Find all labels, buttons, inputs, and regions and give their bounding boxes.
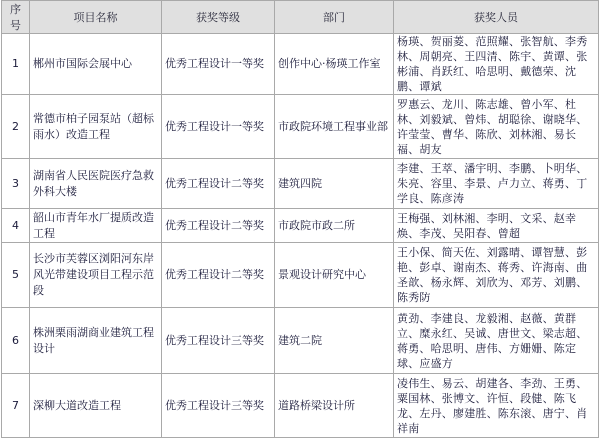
table-row — [2, 34, 599, 95]
row-department: 创作中心·杨瑛工作室 — [275, 34, 394, 95]
row-award: 优秀工程设计三等奖 — [162, 374, 275, 438]
row-department: 建筑四院 — [275, 159, 394, 209]
row-winners: 杨瑛、贺丽菱、范照耀、张智航、李秀林、周朝亮、王四清、陈宇、黄谭、张彬浦、肖跃红、哈思明、戴德荣、沈鹏、谭斌 — [394, 34, 599, 95]
header-index: 序号 — [2, 1, 30, 34]
row-index: 3 — [2, 159, 30, 209]
table-row — [2, 95, 599, 159]
row-project: 株洲栗雨湖商业建筑工程设计 — [30, 308, 162, 374]
awards-table — [1, 0, 599, 438]
row-award: 优秀工程设计二等奖 — [162, 159, 275, 209]
header-department: 部门 — [275, 1, 394, 34]
row-award: 优秀工程设计三等奖 — [162, 308, 275, 374]
row-award: 优秀工程设计一等奖 — [162, 95, 275, 159]
row-index: 7 — [2, 374, 30, 438]
row-winners: 王梅强、刘林湘、李明、文采、赵幸焕、李茂、吴阳春、曾超 — [394, 209, 599, 243]
row-index: 2 — [2, 95, 30, 159]
header-project: 项目名称 — [30, 1, 162, 34]
row-award: 优秀工程设计二等奖 — [162, 209, 275, 243]
row-project: 郴州市国际会展中心 — [30, 34, 162, 95]
row-index: 5 — [2, 243, 30, 308]
row-winners: 王小保、简天佐、刘露晴、谭智慧、彭艳、彭卓、谢南杰、蒋秀、许海南、曲圣歆、杨永辉、刘欣为、邓芳、刘鹏、陈秀防 — [394, 243, 599, 308]
row-project: 常德市柏子园泵站（超标雨水）改造工程 — [30, 95, 162, 159]
header-row — [2, 1, 599, 34]
row-winners: 李建、王萃、潘宇明、李鹏、卜明华、朱亮、容里、李景、卢力立、蒋勇、丁学良、陈彦涛 — [394, 159, 599, 209]
table-row — [2, 308, 599, 374]
row-project: 长沙市芙蓉区浏阳河东岸风光带建设项目工程示范段 — [30, 243, 162, 308]
table-row — [2, 159, 599, 209]
row-department: 景观设计研究中心 — [275, 243, 394, 308]
header-winners: 获奖人员 — [394, 1, 599, 34]
row-index: 4 — [2, 209, 30, 243]
row-winners: 黄劲、李建良、龙毅湘、赵薇、黄群立、糜永红、吴诚、唐世文、梁志超、蒋勇、哈思明、唐伟、方姗姗、陈定球、应盛方 — [394, 308, 599, 374]
row-award: 优秀工程设计一等奖 — [162, 34, 275, 95]
row-project: 深柳大道改造工程 — [30, 374, 162, 438]
table-row — [2, 243, 599, 308]
header-award: 获奖等级 — [162, 1, 275, 34]
row-award: 优秀工程设计二等奖 — [162, 243, 275, 308]
row-department: 市政院环境工程事业部 — [275, 95, 394, 159]
row-project: 湖南省人民医院医疗急救外科大楼 — [30, 159, 162, 209]
table-row — [2, 209, 599, 243]
row-department: 市政院市政二所 — [275, 209, 394, 243]
row-winners: 凌伟生、易云、胡建各、李劲、王勇、粟国林、张博文、许恒、段健、陈飞龙、左丹、廖建胜、陈东滚、唐宁、肖祥南 — [394, 374, 599, 438]
row-index: 1 — [2, 34, 30, 95]
row-department: 道路桥梁设计所 — [275, 374, 394, 438]
row-department: 建筑二院 — [275, 308, 394, 374]
row-project: 韶山市青年水厂提质改造工程 — [30, 209, 162, 243]
row-index: 6 — [2, 308, 30, 374]
table-row — [2, 374, 599, 438]
row-winners: 罗惠云、龙川、陈志雄、曾小军、杜林、刘毅斌、曾炜、胡聪徐、谢晓华、许莹莹、曹华、陈欣、刘林湘、易长福、胡友 — [394, 95, 599, 159]
